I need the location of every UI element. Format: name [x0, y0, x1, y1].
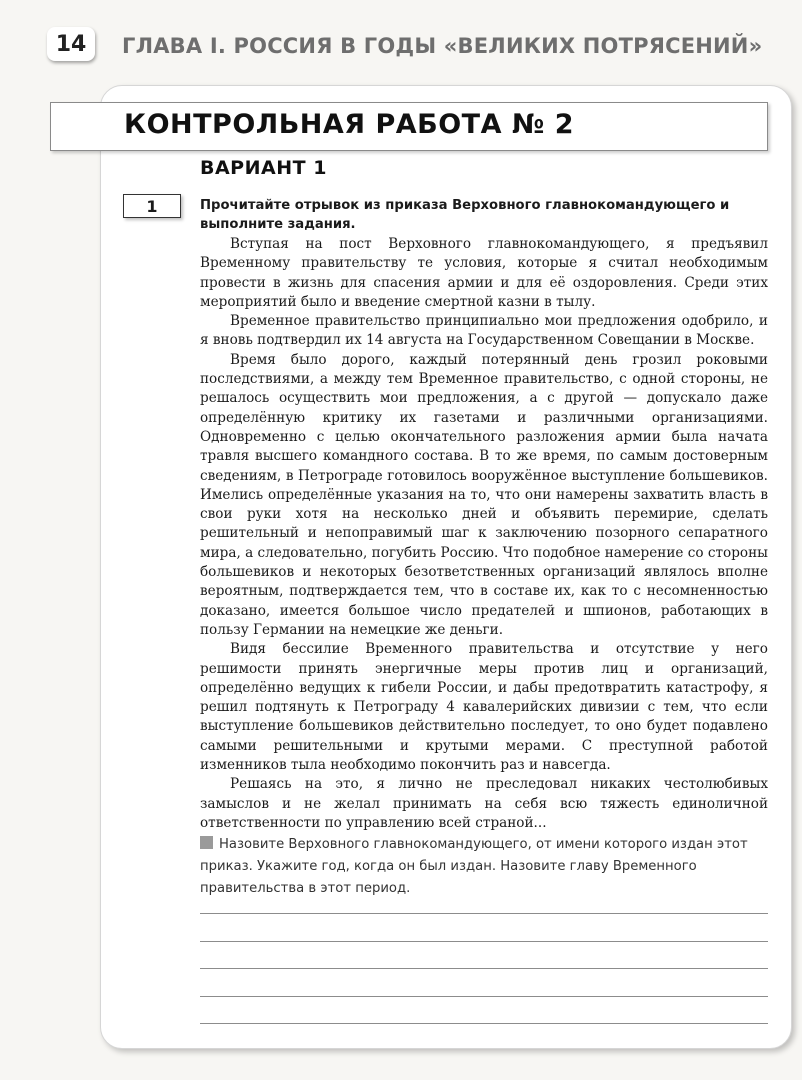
square-bullet-icon: [200, 836, 213, 849]
page-number: 14: [47, 27, 95, 61]
test-title: КОНТРОЛЬНАЯ РАБОТА № 2: [124, 109, 575, 140]
question-block: [200, 834, 768, 900]
answer-line[interactable]: [200, 1023, 768, 1024]
task-instruction: Прочитайте отрывок из приказа Верховного главнокомандующего и выполните задания.: [200, 198, 730, 232]
excerpt-paragraph: Время было дорого, каждый потерянный день грозил роковыми последствиями, а между тем Временное правительство, с одной стороны, не решалось осуществить мои предложения, а с другой — допускало даже определённую критику их газетами и различными организациями. Одновременно с целью окончательного разложения армии была начата травля высшего командного состава. В то же время, по самым достоверным сведениям, в Петрограде готовилось вооружённое выступление большевиков. Имелись определённые указания на то, что они намерены захватить власть в свои руки хотя на несколько дней и объявить перемирие, сделать решительный и непоправимый шаг к заключению позорного сепаратного мира, а следовательно, погубить Россию. Что подобное намерение со стороны большевиков и некоторых безответственных организаций являлось вполне вероятным, подтверждается тем, что в составе их, как то с несомненностью доказано, имеется большое число предателей и шпионов, работающих в пользу Германии на немецкие же деньги.: [200, 351, 768, 638]
answer-line[interactable]: [200, 941, 768, 942]
excerpt-paragraph: Временное правительство принципиально мои предложения одобрило, и я вновь подтвердил их 14 августа на Государственном Совещании в Москве.: [200, 313, 768, 349]
excerpt-paragraph: Вступая на пост Верховного главнокомандующего, я предъявил Временному правительству те условия, которые я считал необходимым провести в жизнь для спасения армии и для её оздоровления. Среди этих мероприятий было и введение смертной казни в тылу.: [200, 236, 768, 310]
excerpt-paragraph: Решаясь на это, я лично не преследовал никаких честолюбивых замыслов и не желал принимать на себя всю тяжесть единоличной ответственности по управлению всей страной...: [200, 776, 768, 831]
excerpt-paragraph: Видя бессилие Временного правительства и отсутствие у него решимости принять энергичные меры против лиц и организаций, определённо ведущих к гибели России, и дабы предотвратить катастрофу, я решил подтянуть к Петрограду 4 кавалерийских дивизии с тем, что если выступление большевиков действительно последует, то оно будет подавлено самыми решительными и крутыми мерами. С преступной работой изменников тыла необходимо покончить раз и навсегда.: [200, 641, 768, 774]
question-text: Назовите Верховного главнокомандующего, от имени которого издан этот приказ. Укажите год, когда он был издан. Назовите главу Временного правительства в этот период.: [200, 837, 748, 896]
chapter-title: ГЛАВА I. РОССИЯ В ГОДЫ «ВЕЛИКИХ ПОТРЯСЕНИЙ»: [122, 34, 763, 58]
variant-heading: ВАРИАНТ 1: [200, 157, 327, 179]
answer-line[interactable]: [200, 996, 768, 997]
document-excerpt: [200, 235, 768, 833]
answer-line[interactable]: [200, 913, 768, 914]
answer-line[interactable]: [200, 968, 768, 969]
task-number-badge: 1: [123, 194, 181, 218]
